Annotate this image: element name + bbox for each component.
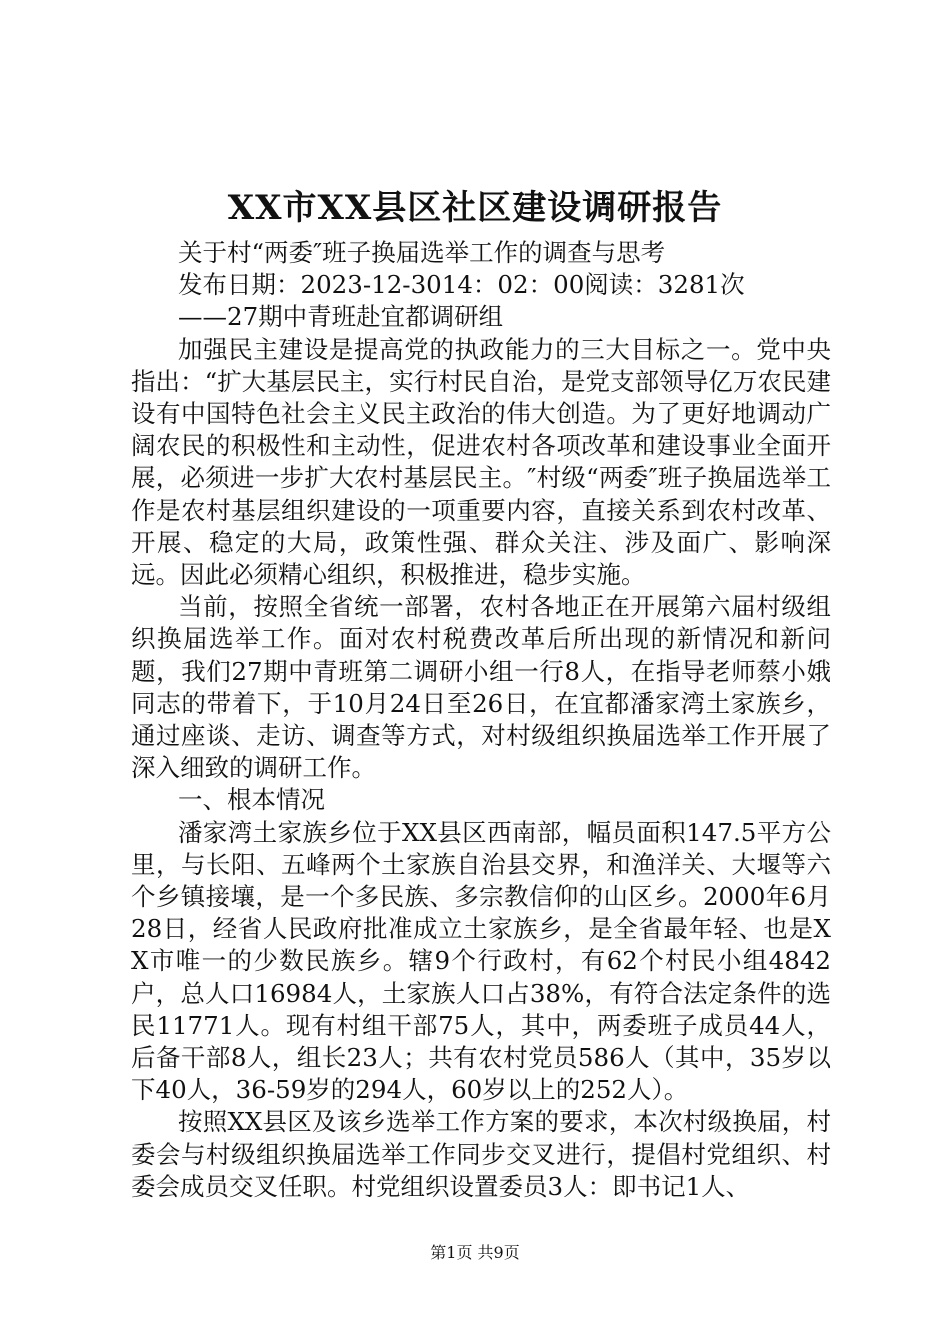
- paragraph: 当前，按照全省统一部署，农村各地正在开展第六届村级组织换届选举工作。面对农村税费改革后所出现的新情况和新问题，我们27期中青班第二调研小组一行8人，在指导老师蔡小娥同志的带着下，于10月24日至26日，在宜都潘家湾土家族乡，通过座谈、走访、调查等方式，对村级组织换届选举工作开展了深入细致的调研工作。: [131, 592, 831, 783]
- document-body: [131, 237, 831, 1203]
- paragraph: 加强民主建设是提高党的执政能力的三大目标之一。党中央指出：“扩大基层民主，实行村民自治，是党支部领导亿万农民建设有中国特色社会主义民主政治的伟大创造。为了更好地调动广阔农民的积极性和主动性，促进农村各项改革和建设事业全面开展，必须进一步扩大农村基层民主。″村级“两委″班子换届选举工作是农村基层组织建设的一项重要内容，直接关系到农村改革、开展、稳定的大局，政策性强、群众关注、涉及面广、影响深远。因此必须精心组织，积极推进，稳步实施。: [131, 334, 831, 590]
- author-line: ——27期中青班赴宜都调研组: [178, 302, 504, 332]
- document-title: XX市XX县区社区建设调研报告: [227, 188, 723, 228]
- publish-info: 发布日期：2023-12-3014：02：00阅读：3281次: [178, 270, 745, 300]
- page-footer: 第1页 共9页: [430, 1243, 520, 1262]
- subtitle: 关于村“两委″班子换届选举工作的调查与思考: [178, 238, 666, 267]
- section-heading: 一、根本情况: [178, 785, 325, 815]
- paragraph: 按照XX县区及该乡选举工作方案的要求，本次村级换届，村委会与村级组织换届选举工作同步交叉进行，提倡村党组织、村委会成员交叉任职。村党组织设置委员3人：即书记1人、: [131, 1107, 831, 1201]
- paragraph: 潘家湾土家族乡位于XX县区西南部，幅员面积147.5平方公里，与长阳、五峰两个土家族自治县交界，和渔洋关、大堰等六个乡镇接壤，是一个多民族、多宗教信仰的山区乡。2000年6月28日，经省人民政府批准成立土家族乡，是全省最年轻、也是XX市唯一的少数民族乡。辖9个行政村，有62个村民小组4842户，总人口16984人，土家族人口占38%，有符合法定条件的选民11771人。现有村组干部75人，其中，两委班子成员44人，后备干部8人，组长23人；共有农村党员586人（其中，35岁以下40人，36-59岁的294人，60岁以上的252人）。: [131, 817, 831, 1105]
